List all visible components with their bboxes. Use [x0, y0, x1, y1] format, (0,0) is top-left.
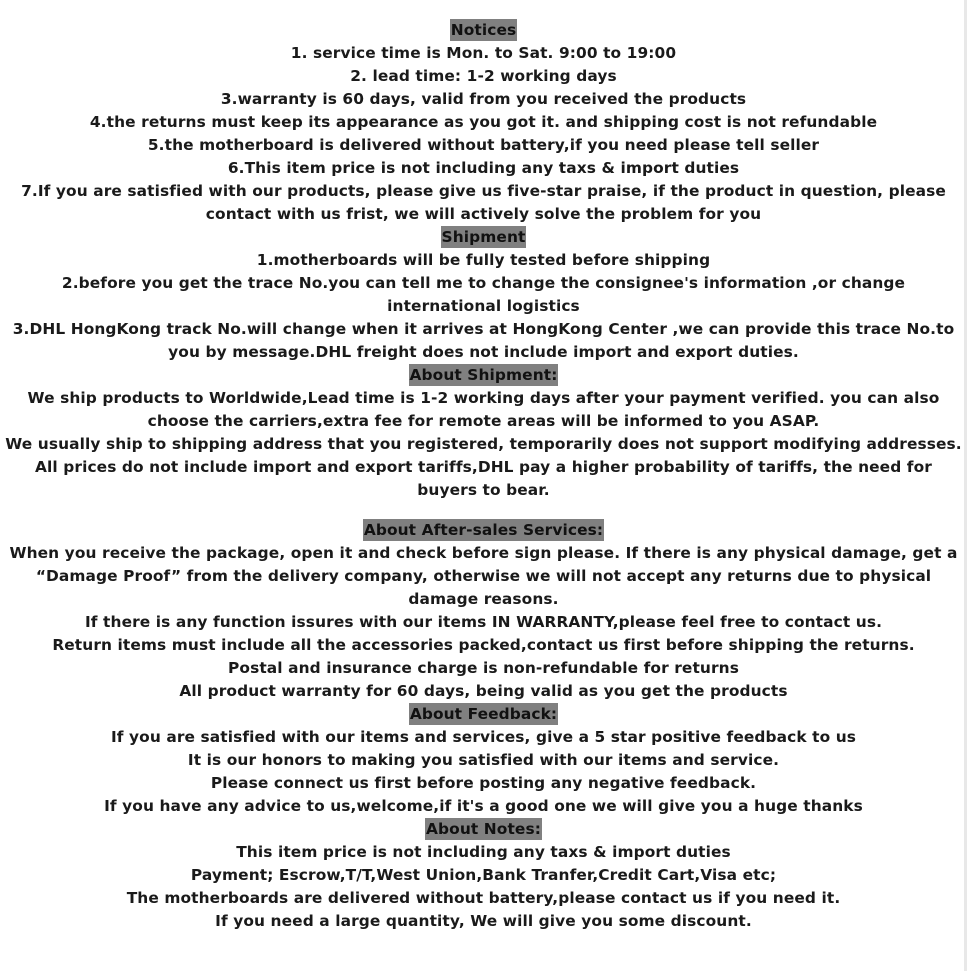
- notes-line: This item price is not including any taxs & import duties: [236, 843, 731, 861]
- notes-line: If you need a large quantity, We will give you some discount.: [215, 912, 752, 930]
- notices-section: [0, 19, 967, 226]
- shipment-heading-row: [0, 226, 967, 249]
- notice-line: 1. service time is Mon. to Sat. 9:00 to 19:00: [290, 44, 677, 62]
- after-sales-line: Postal and insurance charge is non-refundable for returns: [228, 659, 739, 677]
- notes-line: The motherboards are delivered without battery,please contact us if you need it.: [126, 889, 841, 907]
- notice-line: 6.This item price is not including any taxs & import duties: [227, 159, 740, 177]
- notice-line: 5.the motherboard is delivered without battery,if you need please tell seller: [147, 136, 820, 154]
- notes-line: Payment; Escrow,T/T,West Union,Bank Tranfer,Credit Cart,Visa etc;: [190, 866, 777, 884]
- after-sales-heading-row: [0, 519, 967, 542]
- notes-heading: About Notes:: [426, 820, 541, 838]
- feedback-heading-row: [0, 703, 967, 726]
- notice-line: 7.If you are satisfied with our products, please give us five-star praise, if the product in question, please contact with us frist, we will actively solve the problem for you: [21, 182, 946, 223]
- shipment-line: 1.motherboards will be fully tested before shipping: [256, 251, 711, 269]
- shipment-line: 2.before you get the trace No.you can tell me to change the consignee's information ,or change international logistics: [61, 274, 906, 315]
- notes-heading-row: [0, 818, 967, 841]
- after-sales-line: All product warranty for 60 days, being valid as you get the products: [179, 682, 788, 700]
- feedback-line: If you are satisfied with our items and services, give a 5 star positive feedback to us: [110, 728, 857, 746]
- feedback-line: It is our honors to making you satisfied with our items and service.: [187, 751, 780, 769]
- shipment-heading: Shipment: [441, 228, 526, 246]
- shipment-line: 3.DHL HongKong track No.will change when it arrives at HongKong Center ,we can provide this trace No.to you by message.DHL freight does not include import and export duties.: [12, 320, 955, 361]
- shipment-section: [0, 226, 967, 364]
- about-shipment-line: We usually ship to shipping address that you registered, temporarily does not support modifying addresses.: [5, 435, 962, 453]
- notice-line: 4.the returns must keep its appearance as you got it. and shipping cost is not refundable: [89, 113, 878, 131]
- notes-section: [0, 818, 967, 933]
- after-sales-section: [0, 519, 967, 703]
- after-sales-line: If there is any function issures with our items IN WARRANTY,please feel free to contact us.: [84, 613, 883, 631]
- about-shipment-heading-row: [0, 364, 967, 387]
- feedback-heading: About Feedback:: [409, 705, 558, 723]
- about-shipment-line: We ship products to Worldwide,Lead time is 1-2 working days after your payment verified. you can also choose the carriers,extra fee for remote areas will be informed to you ASAP.: [27, 389, 940, 430]
- feedback-section: [0, 703, 967, 818]
- notice-line: 2. lead time: 1-2 working days: [350, 67, 617, 85]
- about-shipment-heading: About Shipment:: [409, 366, 558, 384]
- policy-document: [0, 19, 967, 933]
- section-spacer: [0, 502, 967, 519]
- notices-heading: Notices: [450, 21, 517, 39]
- feedback-line: Please connect us first before posting any negative feedback.: [210, 774, 757, 792]
- about-shipment-section: [0, 364, 967, 502]
- after-sales-line: When you receive the package, open it and check before sign please. If there is any physical damage, get a “Damage Proof” from the delivery company, otherwise we will not accept any returns due to physical damage reasons.: [9, 544, 958, 608]
- notice-line: 3.warranty is 60 days, valid from you received the products: [220, 90, 747, 108]
- after-sales-heading: About After-sales Services:: [363, 521, 604, 539]
- feedback-line: If you have any advice to us,welcome,if it's a good one we will give you a huge thanks: [104, 797, 863, 815]
- after-sales-line: Return items must include all the accessories packed,contact us first before shipping the returns.: [52, 636, 915, 654]
- about-shipment-line: All prices do not include import and export tariffs,DHL pay a higher probability of tariffs, the need for buyers to bear.: [35, 458, 932, 499]
- notices-heading-row: [0, 19, 967, 42]
